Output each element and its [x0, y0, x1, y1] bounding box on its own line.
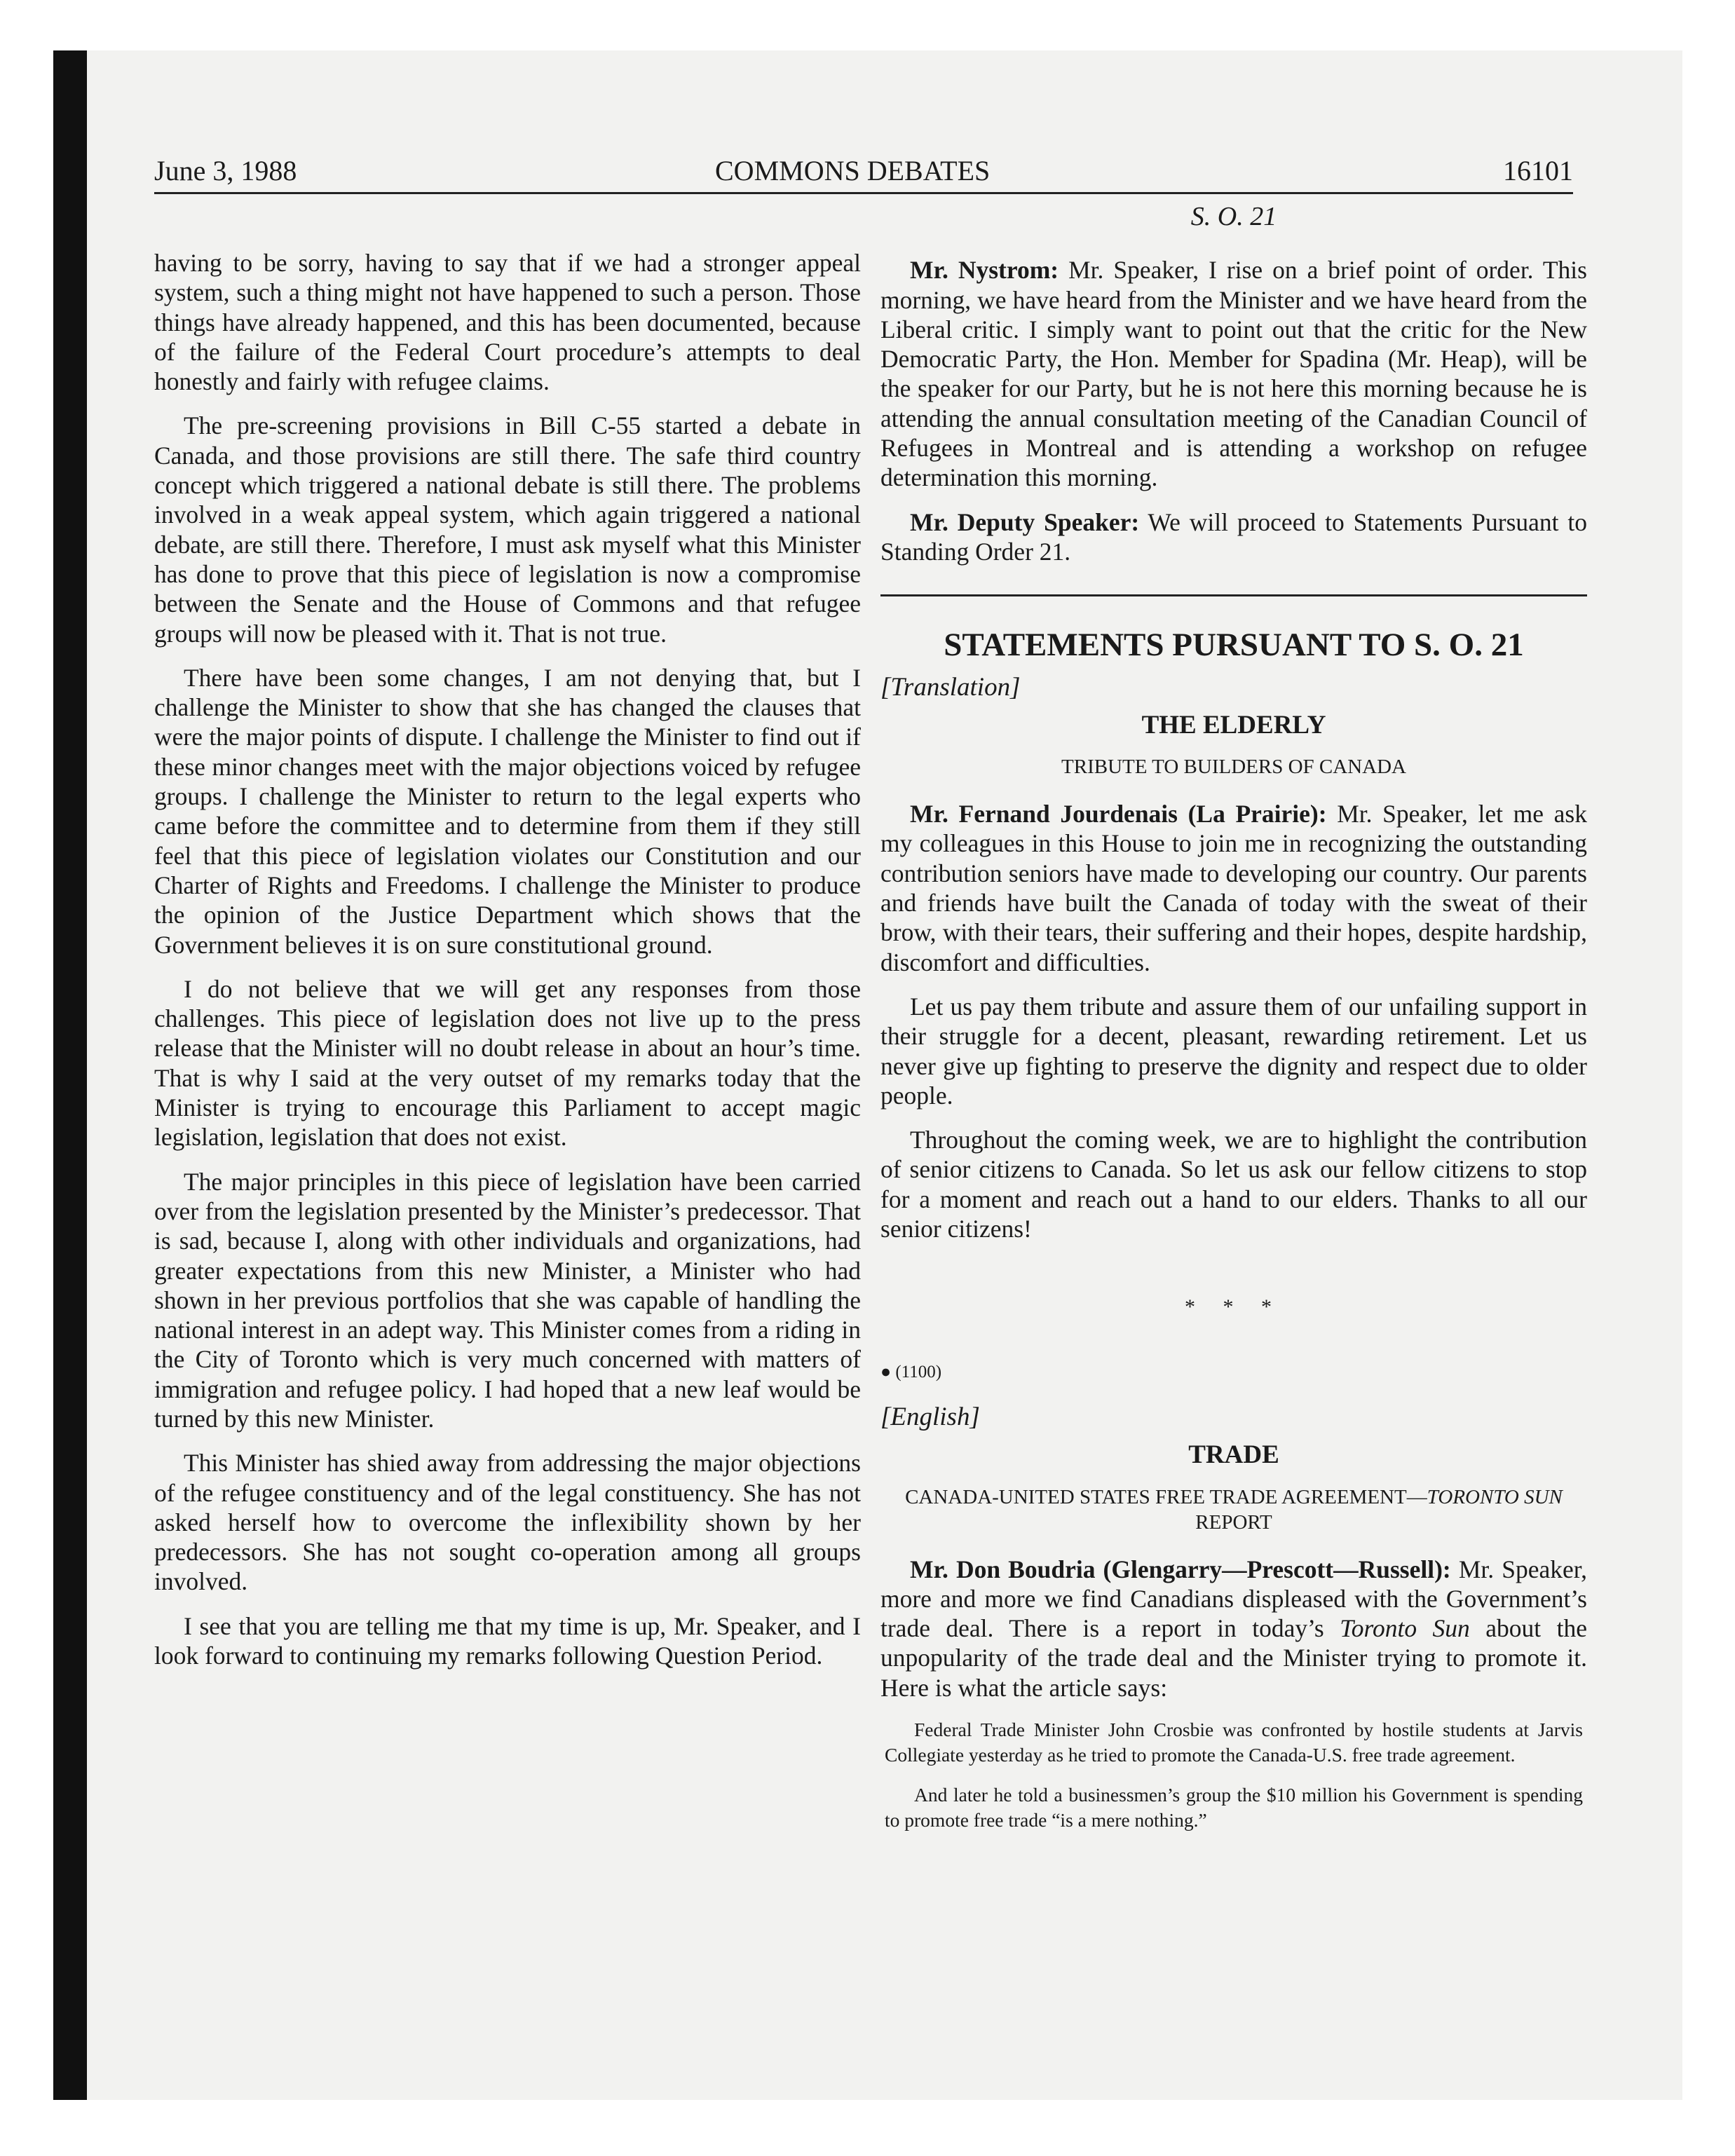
boudria-statement [880, 1555, 1587, 1703]
speaker-name: Mr. Don Boudria (Glengarry—Prescott—Russell): [910, 1555, 1451, 1583]
statement-text: Mr. Speaker, let me ask my colleagues in this House to join me in recognizing the outstanding contribution seniors have made to developing our country. Our parents and friends have built the Canada of today with the sweat of their brow, with their tears, their suffering and their hopes, despite hardship, discomfort and difficulties. [880, 800, 1587, 976]
paragraph: having to be sorry, having to say that if we had a stronger appeal system, such a thing might not have happened to such a person. Those things have already happened, and this has been documented, because of the failure of the Federal Court procedure’s attempts to deal honestly and fairly with refugee claims. [154, 249, 861, 396]
nystrom-statement [880, 255, 1587, 492]
deputy-speaker-statement [880, 507, 1587, 567]
speaker-name: Mr. Nystrom: [910, 256, 1059, 285]
paragraph: The pre-screening provisions in Bill C-55 started a debate in Canada, and those provisions are still there. The safe third country concept which triggered a national debate is still there. The problems involved in a weak appeal system, which again triggered a national debate, are still there. Therefore, I must ask myself what this Minister has done to prove that this piece of legislation is now a compromise between the Senate and the House of Commons and that refugee groups will now be pleased with it. That is not true. [154, 411, 861, 648]
quoted-passage: Federal Trade Minister John Crosbie was confronted by hostile students at Jarvis Collegiate yesterday as he tried to promote the Canada-U.S. free trade agreement. [885, 1718, 1583, 1766]
page-number: 16101 [1503, 155, 1573, 186]
so-label: S. O. 21 [1190, 202, 1277, 231]
statement-text: Mr. Speaker, more and more we find Canadians displeased with the Government’s trade deal. There is a report in today’s [880, 1555, 1587, 1643]
speaker-name: Mr. Fernand Jourdenais (La Prairie): [910, 800, 1327, 828]
paragraph: There have been some changes, I am not denying that, but I challenge the Minister to show that she has changed the clauses that were the major points of dispute. I challenge the Minister to find out if these minor changes meet with the major objections voiced by refugee groups. I challenge the Minister to return to the legal experts who came before the committee and to determine from them if they still feel that this piece of legislation violates our Constitution and our Charter of Rights and Freedoms. I challenge the Minister to produce the opinion of the Justice Department which shows that the Government believes it is on sure constitutional ground. [154, 663, 861, 959]
paragraph: Throughout the coming week, we are to highlight the contribution of senior citizens to Canada. So let us ask our fellow citizens to stop for a moment and reach out a hand to our elders. Thanks to all our senior citizens! [880, 1126, 1587, 1243]
jourdenais-statement [880, 799, 1587, 977]
section-heading: STATEMENTS PURSUANT TO S. O. 21 [944, 627, 1524, 664]
left-column [154, 248, 861, 1685]
time-marker: ● (1100) [880, 1362, 942, 1381]
subtopic-end: REPORT [1195, 1510, 1272, 1534]
paragraph: I see that you are telling me that my time is up, Mr. Speaker, and I look forward to continuing my remarks following Question Period. [154, 1611, 861, 1670]
newspaper-name: Toronto Sun [1340, 1614, 1470, 1643]
quoted-passage: And later he told a businessmen’s group the $10 million his Government is spending to promote free trade “is a mere nothing.” [885, 1783, 1583, 1831]
english-label: [English] [880, 1402, 980, 1431]
separator-stars: * * * [1185, 1295, 1283, 1319]
right-column [880, 202, 1587, 1848]
header-date: June 3, 1988 [154, 155, 297, 186]
binding-edge [53, 50, 87, 2100]
paragraph: I do not believe that we will get any responses from those challenges. This piece of legislation does not live up to the press release that the Minister will no doubt release in about an hour’s time. That is why I said at the very outset of my remarks today that the Minister is trying to encourage this Parliament to accept magic legislation, legislation that does not exist. [154, 974, 861, 1152]
statement-text: We will proceed to Statements Pursuant to Standing Order 21. [880, 507, 1588, 566]
translation-label: [Translation] [880, 672, 1021, 702]
paragraph: This Minister has shied away from addressing the major objections of the refugee constituency and of the legal constituency. She has not asked herself how to overcome the inflexibility shown by her predecessors. She has not sought co-operation among all groups involved. [154, 1449, 861, 1596]
section-divider [880, 594, 1587, 596]
subtopic-italic: TORONTO SUN [1427, 1485, 1563, 1508]
header-title: COMMONS DEBATES [715, 155, 991, 186]
subtopic-main: CANADA-UNITED STATES FREE TRADE AGREEMENT— [905, 1485, 1427, 1508]
paragraph: The major principles in this piece of legislation have been carried over from the legislation presented by the Minister’s predecessor. That is sad, because I, along with other individuals and organizations, had greater expectations from this new Minister, a Minister who had shown in her previous portfolios that she was capable of handling the national interest in an adept way. This Minister comes from a riding in the City of Toronto which is very much concerned with matters of immigration and refugee policy. I had hoped that a new leaf would be turned by this new Minister. [154, 1167, 861, 1433]
page-header [154, 150, 1573, 194]
topic-heading-elderly: THE ELDERLY [1141, 710, 1326, 739]
paragraph: Let us pay them tribute and assure them of our unfailing support in their struggle for a decent, pleasant, rewarding retirement. Let us never give up fighting to preserve the dignity and respect due to older people. [880, 992, 1587, 1110]
statement-text: about the unpopularity of the trade deal and the Minister trying to promote it. Here is what the article says: [880, 1614, 1587, 1702]
subtopic-heading [880, 1485, 1587, 1535]
speaker-name: Mr. Deputy Speaker: [910, 507, 1140, 536]
subtopic-heading: TRIBUTE TO BUILDERS OF CANADA [1061, 756, 1406, 779]
statement-text: Mr. Speaker, I rise on a brief point of order. This morning, we have heard from the Minister and we have heard from the Liberal critic. I simply want to point out that the critic for the New Democratic Party, the Hon. Member for Spadina (Mr. Heap), will be the speaker for our Party, but he is not here this morning because he is attending the annual consultation meeting of the Canadian Council of Refugees in Montreal and is attending a workshop on refugee determination this morning. [880, 256, 1587, 492]
topic-heading-trade: TRADE [1188, 1440, 1279, 1470]
